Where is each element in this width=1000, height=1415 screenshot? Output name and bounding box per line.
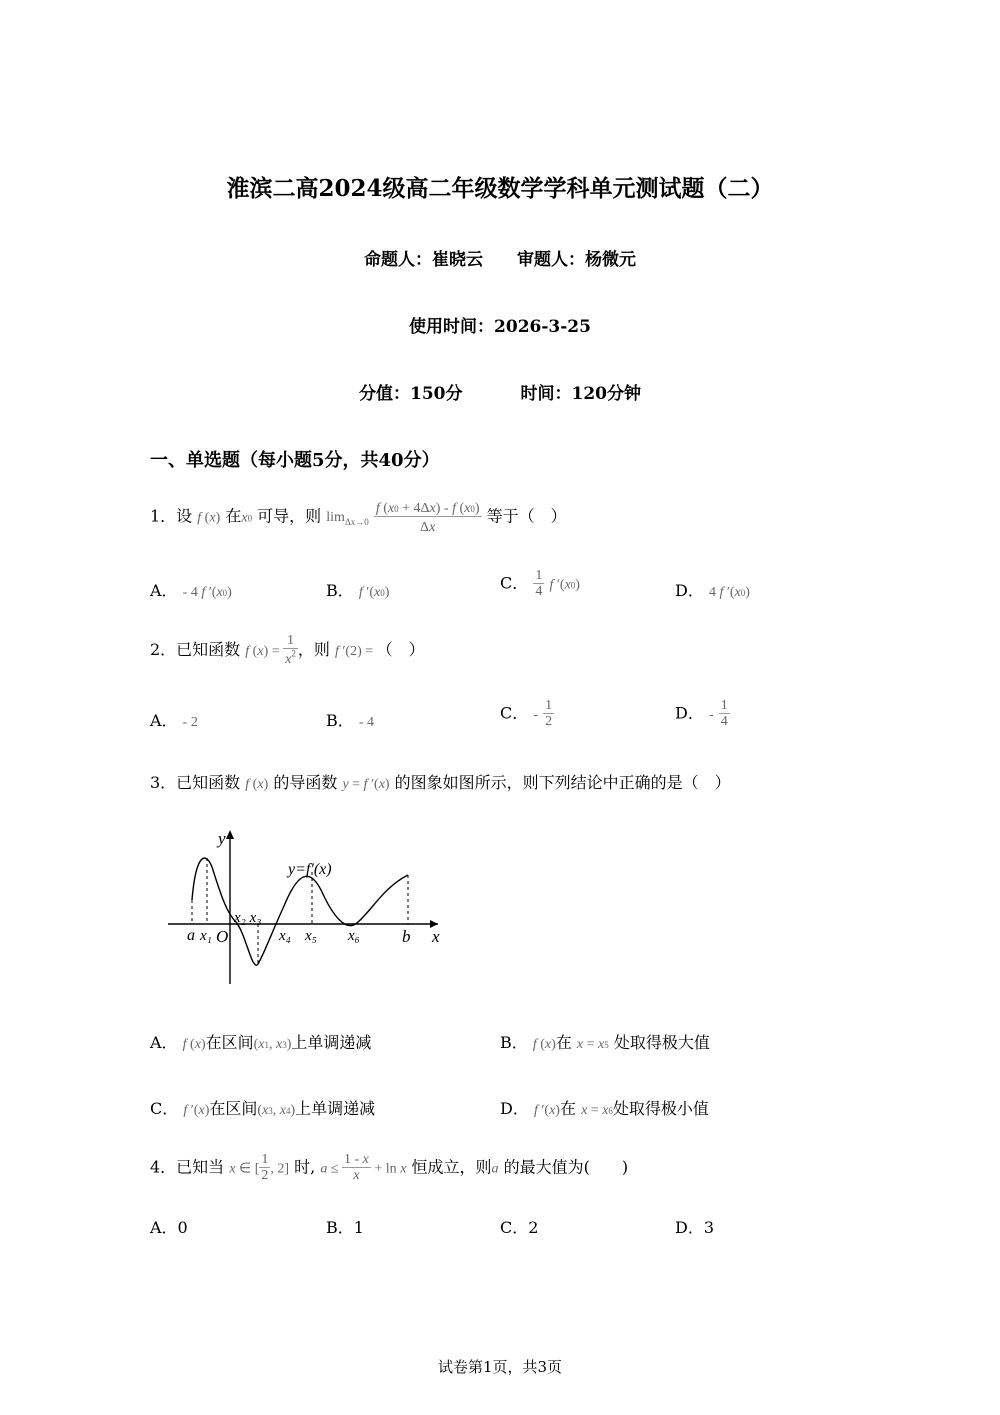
q4-option-d: D．3 bbox=[675, 1218, 715, 1237]
reviewer: 审题人：杨微元 bbox=[517, 250, 636, 270]
label-x1: x₁ bbox=[200, 928, 212, 944]
label-x2x3: x₂ x₃ bbox=[234, 910, 262, 926]
q4-option-b: B．1 bbox=[326, 1218, 364, 1237]
q3-option-a: A． f (x)在区间(x1, x3)上单调递减 bbox=[150, 1033, 372, 1052]
limit-formula: $\lim_{\Delta x\to 0}$ bbox=[326, 510, 369, 528]
question-2: 2．已知函数 f (x) = $\frac{1}{x^2}$ ，则 f ′(2) = （ ） bbox=[150, 633, 425, 668]
q3-option-d: D． f ′(x)在 x = x6处取得极小值 bbox=[500, 1099, 709, 1118]
y-label: y bbox=[218, 829, 226, 848]
q3-option-c: C． f ′(x)在区间(x3, x4)上单调递减 bbox=[150, 1099, 376, 1118]
formula: f bbox=[197, 510, 202, 526]
setter: 命题人：崔晓云 bbox=[364, 250, 483, 270]
q4-option-a: A．0 bbox=[150, 1218, 188, 1237]
q4-option-c: C．2 bbox=[500, 1218, 539, 1237]
use-time: 使用时间：2026-3-25 bbox=[409, 317, 591, 337]
x-label: x bbox=[432, 927, 440, 946]
score: 分值：150分 bbox=[359, 384, 463, 404]
label-b: b bbox=[402, 927, 411, 946]
label-x6: x₆ bbox=[348, 928, 360, 944]
label-x4: x₄ bbox=[279, 928, 291, 944]
label-a: a bbox=[187, 927, 195, 944]
section-heading: 一、单选题（每小题5分，共40分） bbox=[150, 450, 440, 471]
label-x5: x₅ bbox=[305, 928, 317, 944]
derivative-graph bbox=[160, 822, 450, 992]
q1-option-b: B． f ′(x0) bbox=[326, 581, 390, 600]
duration: 时间：120分钟 bbox=[520, 384, 641, 404]
authors-line bbox=[0, 245, 1000, 270]
q2-option-c: C． - $\frac{1}{2}$ bbox=[500, 698, 553, 730]
question-3: 3．已知函数 f (x) 的导函数 y = f ′(x) 的图象如图所示，则下列结论中正确的是（ ） bbox=[150, 773, 731, 792]
question-1: 1．设 f (x) 在x0 可导，则 $\lim_{\Delta x\to 0}$ $\frac{f (x0 + 4\Delta x) - f (x0)}{\Delta x}$ 等于（ ） bbox=[150, 498, 567, 536]
q1-option-c: C． $\frac{1}{4}$ f ′(x0) bbox=[500, 568, 580, 600]
question-4: 4．已知当 x ∈ [ $\frac{1}{2}$ , 2] 时, a ≤ $\frac{1 - x}{x}$ + ln x 恒成立，则a 的最大值为( ) bbox=[150, 1152, 629, 1184]
curve-label: y=f′(x) bbox=[288, 861, 332, 878]
q2-option-a: A． - 2 bbox=[150, 711, 198, 730]
y-axis-arrow bbox=[226, 830, 234, 839]
exam-title: 淮滨二高2024级高二年级数学学科单元测试题（二） bbox=[226, 175, 774, 202]
label-origin: O bbox=[216, 927, 229, 946]
q3-option-b: B． f (x)在 x = x5 处取得极大值 bbox=[500, 1033, 710, 1052]
q1-option-a: A． - 4 f ′(x0) bbox=[150, 581, 232, 600]
score-time-line bbox=[0, 379, 1000, 404]
fraction: $\frac{f (x0 + 4\Delta x) - f (x0)}{\Delta x}$ bbox=[374, 498, 482, 536]
q2-option-b: B． - 4 bbox=[326, 711, 375, 730]
page-footer: 试卷第1页，共3页 bbox=[437, 1358, 563, 1376]
q2-option-d: D． - $\frac{1}{4}$ bbox=[675, 698, 728, 730]
q1-option-d: D． 4 f ′(x0) bbox=[675, 581, 750, 600]
